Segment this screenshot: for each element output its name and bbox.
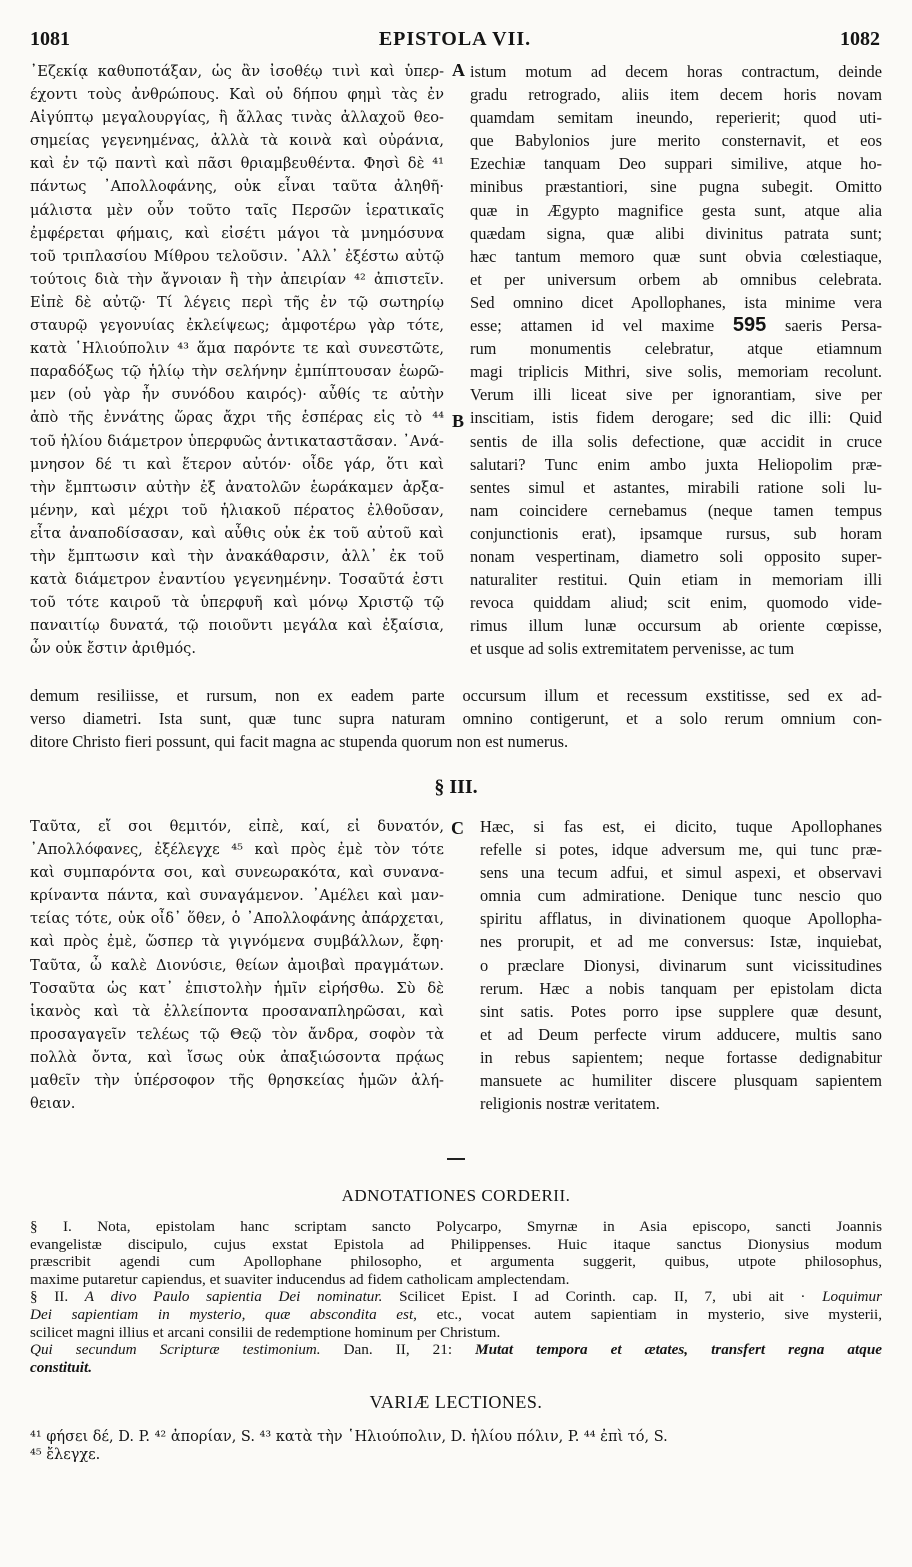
separator-dash	[447, 1158, 465, 1160]
latin-upper-line: et per universum orbem ab omnibus celebrata.	[470, 269, 882, 289]
latin-lower-line: rerum. Hæc a nobis tanquam per epistolam dicta	[480, 978, 882, 998]
greek-upper-line: τούτοις διὰ τὴν ἄγνοιαν ἢ τὴν ἀπειρίαν ⁴² ἀπιστεῖν.	[30, 270, 444, 288]
greek-lower-line: προσαγαγεῖν τελέως τῷ Θεῷ τὸν ἄνδρα, σοφὸν τὰ	[30, 1025, 444, 1043]
latin-upper-line: hæc tantum memoro quæ sunt obvia cœlestiaque,	[470, 246, 882, 266]
note-two-line-3	[30, 1324, 882, 1342]
notes-title: ADNOTATIONES CORDERII.	[341, 1186, 571, 1205]
greek-lower-line: ᾿Απολλόφανες, ἐξέλεγχε ⁴⁵ καὶ πρὸς ἐμὲ τὸν τότε	[30, 841, 444, 859]
latin-upper-line-with-page-number	[470, 314, 882, 337]
latin-upper-line: salutari? Tunc enim ambo juxta Heliopolim præ-	[470, 454, 882, 474]
greek-upper-line: μεν (οὐ γὰρ ἦν συνόδου καιρός)· αὖθίς τε αὐτὴν	[30, 386, 444, 404]
latin-upper-line: Ezechiæ tanquam Deo suppari similive, atque ho-	[470, 154, 882, 174]
latin-upper-line: et usque ad solis extremitatem pervenisse, ac tum	[470, 639, 795, 659]
note-three-quote-end: constituit.	[30, 1358, 93, 1376]
greek-lower-line: τείας τότε, οὐκ οἶδ᾿ ὅθεν, ὁ ᾿Απολλοφάνης ἀπάρχεται,	[30, 910, 444, 928]
left-page-number: 1081	[30, 28, 70, 50]
margin-marker-c: C	[451, 818, 464, 838]
latin-upper-text: esse; attamen id vel maxime	[470, 316, 715, 336]
latin-upper-line: quæ in Ægypto magnifice gesta sunt, atque alia	[470, 200, 882, 220]
latin-lower-line: spiritu afflatus, in divinationem quoque Apollopha-	[480, 909, 882, 929]
latin-upper-line: sentis de illa solis defectione, quæ accidit in cruce	[470, 431, 882, 451]
note-one	[30, 1218, 882, 1288]
greek-lower-line: Ταῦτα, εἴ σοι θεμιτόν, εἰπὲ, καί, εἰ δυνατόν,	[30, 818, 444, 835]
notes-block	[30, 1218, 882, 1376]
note-three-line-1	[30, 1341, 882, 1359]
greek-upper-line: ὧν οὐκ ἔστιν ἀριθμός.	[30, 640, 196, 658]
greek-upper-line: παραδόξως τῷ ἡλίῳ τὴν σελήνην ἐμπίπτουσαν ἑωρῶ-	[30, 363, 444, 381]
note-two-text-3: scilicet magni illius et arcani consilii de redemptione hominum per Christum.	[30, 1323, 501, 1341]
latin-upper-line: revoca quiddam aliud; scit enim, quomodo vide-	[470, 593, 882, 613]
running-title: EPISTOLA VII.	[378, 28, 532, 50]
latin-upper-line: que Babylonios jure merito consternavit, et eos	[470, 131, 882, 151]
latin-upper-line: Verum illi liceat sive per ignorantiam, sive per	[470, 385, 882, 405]
greek-upper-line: κατὰ διάμετρον ἐναντίου γεγενημένην. Τοσαῦτά ἐστι	[30, 571, 444, 589]
note-two-section: § II.	[30, 1288, 69, 1306]
greek-lower-line: θειαν.	[30, 1095, 76, 1113]
latin-upper-line: conjunctionis erat), ipsamque rursus, sub horam	[470, 523, 882, 543]
margin-marker-b: B	[452, 411, 465, 431]
right-page-number: 1082	[840, 28, 880, 50]
note-three-line-2	[30, 1359, 882, 1377]
greek-upper-line: έχοντι τοὺς ἀνθρώπους. Καὶ οὐ δήπου φημὶ τὰς ἐν	[30, 86, 444, 104]
greek-lower-line: κρίναντα πάντα, καὶ συναγάμενον. ᾿Αμέλει καὶ μαν-	[30, 887, 444, 905]
note-three-quote: Mutat tempora et ætates, transfert regna atque	[475, 1341, 882, 1359]
latin-upper-line: rum monumentis celebratur, atque etiamnum	[470, 339, 882, 359]
greek-upper-line: Αἰγύπτῳ μεγαλουργίας, ἢ ἄλλας τινὰς ἀλλαχοῦ θεο-	[30, 109, 444, 127]
note-two-text-2: etc., vocat autem sapientiam in mysterio, sive mysterii,	[436, 1305, 882, 1323]
latin-upper-line: sentes simul et astantes, mirabili ratione soli lu-	[470, 477, 882, 497]
greek-upper-line: τὴν ἔμπτωσιν αὐτὴν ἐξ ἀνατολῶν ἑωράκαμεν ἀρξα-	[30, 478, 444, 496]
greek-lower-line: Τοσαῦτα ὡς κατ᾿ ἐπιστολὴν ἡμῖν εἰρήσθω. Σὺ δὲ	[30, 979, 444, 997]
variae-title: VARIÆ LECTIONES.	[369, 1392, 543, 1412]
greek-lower-line: πολλὰ ὄντα, καὶ ἴσως οὐκ ἀπαξιώσοντα πρᾴως	[30, 1048, 444, 1066]
greek-upper-line: πάντως ᾿Απολλοφάνης, οὐκ εἶναι ταῦτα ἀληθῆ·	[30, 178, 444, 196]
latin-upper-line: naturaliter restitui. Quin etiam in memoriam illi	[470, 570, 882, 590]
greek-column-lower	[30, 815, 444, 1115]
greek-upper-line: τοῦ τριπλασίου Μίθρου τελοῦσιν. ᾿Αλλ᾿ ἐξέστω αὐτῷ	[30, 247, 444, 265]
greek-upper-line: ᾿Εζεκίᾳ καθυποτάξαν, ὡς ἂν ἰσοθέῳ τινὶ καὶ ὑπερ-	[30, 63, 444, 80]
latin-upper-line: istum motum ad decem horas contractum, deinde	[470, 62, 882, 81]
latin-lower-line: o præclare Dionysi, divinarum sunt vicissitudines	[480, 955, 882, 975]
latin-lower-line: sens una tecum adfui, et simul aspexi, et observavi	[480, 863, 882, 883]
latin-lower-line: sint satis. Potes porro ipse supplere quæ desunt,	[480, 1001, 882, 1021]
latin-upper-line: nonam vespertinam, diametro soli opposito super-	[470, 546, 882, 566]
latin-upper-line: magi triplicis Mithri, sive solis, memoriam recolunt.	[470, 362, 882, 382]
latin-upper-line: minibus præstantiori, sine pugna subegit. Omitto	[470, 177, 882, 197]
greek-lower-line: ἱκανὸς καὶ τὰ ἐλλείποντα προσαναπληρῶσαι, καὶ	[30, 1002, 444, 1020]
note-three-lemma: Qui secundum Scripturæ testimonium.	[30, 1341, 321, 1359]
latin-lower-line: nes prorupit, et ad me conversus: Istæ, inquiebat,	[480, 932, 882, 952]
greek-upper-line: ἀπὸ τῆς ἐννάτης ὥρας ἄχρι τῆς ἑσπέρας εἰς τὸ ⁴⁴	[30, 409, 444, 427]
greek-upper-line: ἐμφέρεται φήμαις, καὶ εἰσέτι μάγοι τὰ μνημόσυνα	[30, 224, 444, 242]
latin-column-lower	[480, 815, 882, 1115]
latin-full-line: demum resiliisse, et rursum, non ex eadem parte occursum illum et recessum exstitisse, sed ex ad-	[30, 686, 882, 705]
latin-upper-line: quædam signa, quæ alibi divinitus patrata sunt;	[470, 223, 882, 243]
latin-upper-line: rimus illum lunæ occursum ab oriente cœpisse,	[470, 616, 882, 636]
variae-line-1: ⁴¹ φήσει δέ, D. P. ⁴² ἀπορίαν, S. ⁴³ κατὰ τὴν ῾Ηλιούπολιν, D. ἡλίου πόλιν, P. ⁴⁴ ἐπὶ τό, S.	[30, 1429, 668, 1445]
inline-column-number: 595	[732, 314, 767, 337]
greek-upper-line: σταυρῷ γεγονυίας ἐκλείψεως; ἀμφοτέρω γὰρ τότε,	[30, 317, 444, 335]
note-two-quote: Dei sapientiam in mysterio, quæ abscondita est,	[30, 1305, 417, 1323]
latin-upper-text: saeris Persa-	[784, 316, 882, 336]
latin-full-width-continuation	[30, 684, 882, 753]
greek-column-upper	[30, 60, 444, 660]
page-header	[30, 28, 880, 54]
note-two-line-2	[30, 1306, 882, 1324]
variae-lectiones	[30, 1428, 882, 1464]
greek-lower-line: καὶ συμπαρόντα σοι, καὶ συνεωρακότα, καὶ συνανα-	[30, 864, 444, 882]
latin-lower-line: mansuete ac humiliter discere plusquam sapientem	[480, 1071, 882, 1091]
note-one-line: maxime putaretur capiendus, et suaviter inducendus ad fidem catholicam amplectendam.	[30, 1270, 570, 1288]
greek-lower-line: καὶ πρὸς ἐμὲ, ὥσπερ τὰ γιγνόμενα συμβάλλων, ἔφη·	[30, 933, 444, 951]
greek-upper-line: Εἰπὲ δὲ αὐτῷ· Τί λέγεις περὶ τῆς ἐν τῷ σωτηρίῳ	[30, 293, 444, 311]
margin-marker-a: A	[452, 60, 465, 80]
latin-lower-line: religionis nostræ veritatem.	[480, 1094, 660, 1114]
note-one-line: evangelistæ discipulo, cujus exstat Epistola ad Philippenses. Huic itaque sanctus Dionysius modum	[30, 1235, 882, 1253]
latin-full-line: verso diametri. Ista sunt, quæ tunc supra naturam omnino contigerunt, et a solo rerum omnium con-	[30, 709, 882, 729]
greek-upper-line: τὴν ἔμπτωσιν καὶ τὴν ἀνακάθαρσιν, ἀλλ᾿ ἐκ τοῦ	[30, 547, 444, 565]
note-one-line: § I. Nota, epistolam hanc scriptam sancto Polycarpo, Smyrnæ in Asia episcopo, sancti Joannis	[30, 1218, 882, 1235]
greek-upper-line: καὶ ἐν τῷ παντὶ καὶ πᾶσι θριαμβευθέντα. Φησὶ δὲ ⁴¹	[30, 155, 444, 173]
variae-line-2: ⁴⁵ ἔλεγχε.	[30, 1447, 101, 1463]
greek-upper-line: μάλιστα μὲν οὖν τοῦτο ταῖς Περσῶν ἱερατικαῖς	[30, 201, 444, 219]
latin-lower-line: refelle si potes, idque adversum me, qui tunc præ-	[480, 840, 882, 860]
note-two-lemma: A divo Paulo sapientia Dei nominatur.	[84, 1288, 383, 1306]
latin-upper-line: Sed omnino dicet Apollophanes, ista minime vera	[470, 292, 882, 312]
greek-upper-line: μένην, καὶ μέχρι τοῦ ἡλιακοῦ πέρατος ἐλθοῦσαν,	[30, 501, 444, 519]
greek-lower-line: Ταῦτα, ὦ καλὲ Διονύσιε, θείων ἀμοιβαὶ πραγμάτων.	[30, 956, 444, 974]
greek-upper-line: κατὰ ῾Ηλιούπολιν ⁴³ ἅμα παρόντε τε καὶ συνεστῶτε,	[30, 340, 444, 358]
note-two-line-1	[30, 1288, 882, 1306]
latin-full-line: ditore Christo fieri possunt, qui facit magna ac stupenda quorum non est numerus.	[30, 732, 569, 752]
latin-upper-line: nam coincidere cernebamus (neque tamen tempus	[470, 500, 882, 520]
latin-upper-line: inscitiam, istis fidem derogare; sed dic illi: Quid	[470, 408, 882, 428]
latin-lower-line: Hæc, si fas est, ei dicito, tuque Apollophanes	[480, 817, 882, 836]
latin-upper-line: gradu retrogrado, aliis item decem horis novam	[470, 85, 882, 105]
latin-column-upper	[470, 60, 882, 660]
note-two-quote-start: Loquimur	[822, 1288, 882, 1306]
greek-upper-line: παναιτίῳ δυνατά, τῷ ποιοῦντι μεγάλα καὶ ἐξαίσια,	[30, 617, 444, 635]
note-two-text: Scilicet Epist. I ad Corinth. cap. II, 7, ubi ait ·	[399, 1288, 806, 1306]
note-three-reference: Dan. II, 21:	[343, 1341, 453, 1359]
note-one-line: præscribit agendi cum Apollophane philosopho, et argumenta suggerit, quibus, utpote philosophus,	[30, 1253, 882, 1271]
greek-upper-line: τοῦ ἡλίου διάμετρον ὑπερφυῶς ἀντικαταστᾶσαν. ᾿Ανά-	[30, 432, 444, 450]
greek-upper-line: εἶτα ἀναποδίσασαν, καὶ αὖθις οὐκ ἐκ τοῦ αὐτοῦ καὶ	[30, 524, 444, 542]
latin-upper-line: quamdam semitam ineundo, reperierit; quod uti-	[470, 108, 882, 128]
greek-upper-line: μνησον δέ τι καὶ ἕτερον αὐτόν· οἶδε γάρ, ὅτι καὶ	[30, 455, 444, 473]
section-heading: § III.	[434, 776, 478, 798]
latin-lower-line: et ad Deum perfecte virum adducere, multis sano	[480, 1024, 882, 1044]
latin-lower-line: omnia cum admiratione. Denique tunc nescio quo	[480, 886, 882, 906]
latin-lower-line: in rebus sapientem; neque fortasse dedignabitur	[480, 1047, 882, 1067]
greek-lower-line: μαθεῖν τὴν ὑπέρσοφον τῆς θρησκείας ἡμῶν ἀλή-	[30, 1072, 444, 1090]
greek-upper-line: σημείας γεγενημένας, ἀλλὰ τὰ κοινὰ καὶ οὐράνια,	[30, 132, 444, 150]
greek-upper-line: τοῦ τότε καιροῦ τὰ ὑπερφυῆ καὶ μόνῳ Χριστῷ τῷ	[30, 594, 444, 612]
